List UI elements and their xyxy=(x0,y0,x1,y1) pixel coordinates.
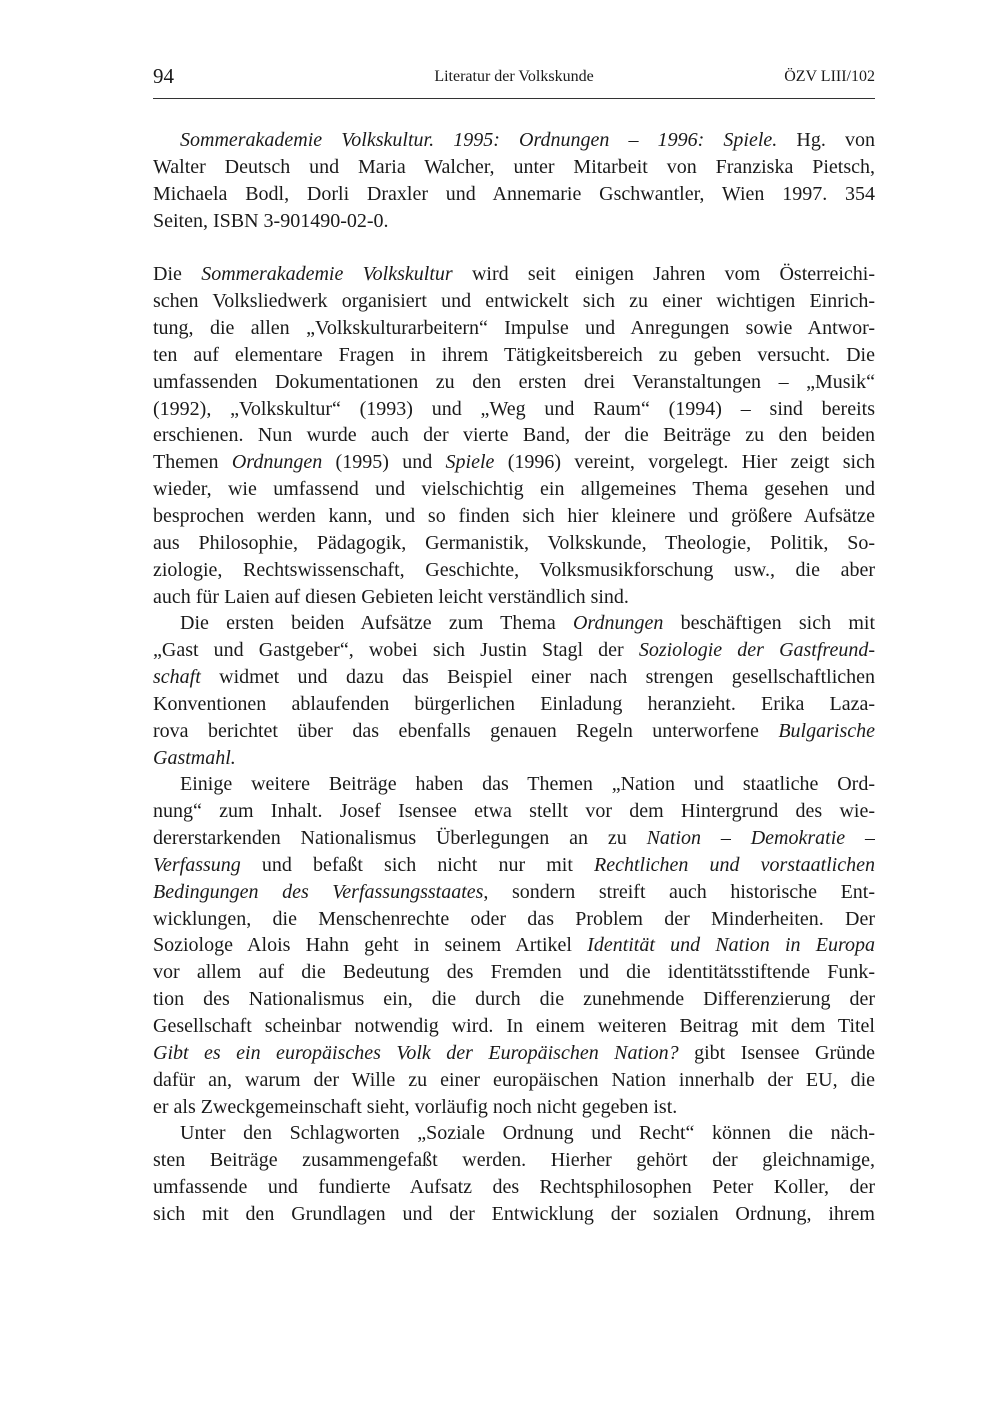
text-run: Hg. von xyxy=(777,129,875,151)
spacer xyxy=(153,234,875,261)
text-line xyxy=(153,852,875,879)
paragraph xyxy=(153,771,875,1120)
italic-title-run: Gibt es ein europäisches Volk der Europäischen Nation? xyxy=(153,1041,679,1064)
text-run: schen Volksliedwerk organisiert und entwickelt sich zu einer wichtigen Einrich- xyxy=(153,290,875,313)
text-run: Konventionen ablaufenden bürgerlichen Einladung heranzieht. Erika Laza- xyxy=(153,692,875,715)
text-line xyxy=(153,396,875,423)
text-run: vor allem auf die Bedeutung des Fremden und die identitätsstiftende Funk- xyxy=(153,961,875,984)
text-line xyxy=(153,637,875,664)
text-line xyxy=(153,342,875,369)
italic-title-run: Rechtlichen und vorstaatlichen xyxy=(593,853,875,876)
text-run: und befaßt sich nicht nur mit xyxy=(240,853,594,876)
text-run: (1992), „Volkskultur“ (1993) und „Weg und Raum“ (1994) – sind bereits xyxy=(153,397,875,420)
text-run: aus Philosophie, Pädagogik, Germanistik, Volkskunde, Theologie, Politik, So- xyxy=(153,531,875,554)
text-line xyxy=(153,906,875,933)
text-run: beschäftigen sich mit xyxy=(663,612,875,635)
italic-title-run: Bedingungen des Verfassungsstaates xyxy=(153,880,484,903)
text-line xyxy=(153,932,875,959)
text-line xyxy=(153,557,875,584)
text-line xyxy=(153,771,875,798)
text-run: widmet und dazu das Beispiel einer nach strengen gesellschaftlichen xyxy=(200,666,875,689)
text-line xyxy=(153,315,875,342)
text-line xyxy=(153,1013,875,1040)
text-run: Die ersten beiden Aufsätze zum Thema xyxy=(180,612,573,635)
text-run: (1995) und xyxy=(322,451,446,474)
bibliography-line xyxy=(153,127,875,154)
text-line xyxy=(153,959,875,986)
text-line xyxy=(153,825,875,852)
text-run: auch für Laien auf diesen Gebieten leicht verständlich sind. xyxy=(153,585,629,608)
review-body xyxy=(153,127,875,1228)
italic-title-run: Bulgarische xyxy=(778,719,875,742)
italic-title-run: Gastmahl. xyxy=(153,746,236,769)
text-line xyxy=(153,288,875,315)
italic-title-run: Sommerakademie Volkskultur xyxy=(201,263,453,286)
text-run: Gesellschaft scheinbar notwendig wird. In einem weiteren Beitrag mit dem Titel xyxy=(153,1015,875,1037)
text-run: wird seit einigen Jahren vom Österreichi- xyxy=(452,263,875,286)
text-run: Michaela Bodl, Dorli Draxler und Annemarie Gschwantler, Wien 1997. 354 xyxy=(153,182,875,205)
text-run: tion des Nationalismus ein, die durch die zunehmende Differenzierung der xyxy=(153,988,875,1011)
italic-title-run: Verfassung xyxy=(153,853,241,876)
text-run: „Gast und Gastgeber“, wobei sich Justin Stagl der xyxy=(153,639,639,662)
text-line xyxy=(153,798,875,825)
italic-title-run: Ordnungen xyxy=(231,451,323,474)
text-run: Die xyxy=(153,263,202,286)
review-text xyxy=(153,261,875,1227)
text-line xyxy=(153,261,875,288)
italic-title-run: Soziologie der Gastfreund- xyxy=(638,639,875,662)
italic-title-run: Nation – Demokratie – xyxy=(646,827,875,850)
text-line xyxy=(153,1147,875,1174)
text-line xyxy=(153,610,875,637)
text-run: rova berichtet über das ebenfalls genauen Regeln unterworfene xyxy=(153,719,779,742)
text-line xyxy=(153,691,875,718)
italic-title-run: Identität und Nation in Europa xyxy=(587,934,875,957)
text-run: sich mit den Grundlagen und der Entwicklung der sozialen Ordnung, ihrem xyxy=(153,1202,875,1225)
text-run: nung“ zum Inhalt. Josef Isensee etwa stellt vor dem Hintergrund des wie- xyxy=(153,800,875,823)
text-line xyxy=(153,449,875,476)
text-run: (1996) vereint, vorgelegt. Hier zeigt sich xyxy=(494,451,875,474)
text-line xyxy=(153,530,875,557)
text-run: , sondern streift auch historische Ent- xyxy=(483,880,875,903)
text-run: Seiten, ISBN 3-901490-02-0. xyxy=(153,209,389,232)
text-line xyxy=(153,718,875,745)
text-run: Walter Deutsch und Maria Walcher, unter Mitarbeit von Franziska Pietsch, xyxy=(153,155,875,178)
italic-title-run: Ordnungen xyxy=(572,612,664,635)
text-run: dererstarkenden Nationalismus Überlegungen an zu xyxy=(153,827,647,850)
text-line xyxy=(153,879,875,906)
italic-title-run: Sommerakademie Volkskultur. 1995: Ordnungen – 1996: Spiele. xyxy=(180,129,778,151)
bibliographic-entry xyxy=(153,127,875,234)
text-line xyxy=(153,584,875,611)
text-run: Soziologe Alois Hahn geht in seinem Artikel xyxy=(153,934,588,957)
text-line xyxy=(153,369,875,396)
paragraph xyxy=(153,261,875,610)
text-run: gibt Isensee Gründe xyxy=(678,1041,875,1064)
text-run: ten auf elementare Fragen in ihrem Tätigkeitsbereich zu geben versucht. Die xyxy=(153,343,875,366)
running-header xyxy=(153,64,875,94)
text-line xyxy=(153,503,875,530)
header-rule xyxy=(153,98,875,99)
text-line xyxy=(153,1201,875,1228)
text-run: er als Zweckgemeinschaft sieht, vorläufig noch nicht gegeben ist. xyxy=(153,1095,678,1118)
text-line xyxy=(153,1120,875,1147)
text-line xyxy=(153,1040,875,1067)
text-run: sten Beiträge zusammengefaßt werden. Hierher gehört der gleichnamige, xyxy=(153,1149,875,1172)
text-run: erschienen. Nun wurde auch der vierte Band, der die Beiträge zu den beiden xyxy=(153,424,875,447)
text-run: Unter den Schlagworten „Soziale Ordnung und Recht“ können die näch- xyxy=(180,1122,875,1145)
text-run: tung, die allen „Volkskulturarbeitern“ Impulse und Anregungen sowie Antwor- xyxy=(153,317,875,340)
text-line xyxy=(153,1067,875,1094)
text-run: umfassende und fundierte Aufsatz des Rechtsphilosophen Peter Koller, der xyxy=(153,1176,875,1199)
text-run: besprochen werden kann, und so finden sich hier kleinere und größere Aufsätze xyxy=(153,504,875,527)
text-run: wicklungen, die Menschenrechte oder das Problem der Minderheiten. Der xyxy=(153,907,875,930)
bibliography-line xyxy=(153,181,875,208)
bibliography-line xyxy=(153,154,875,181)
journal-reference: ÖZV LIII/102 xyxy=(784,68,875,85)
text-run: Themen xyxy=(153,451,232,474)
text-line xyxy=(153,745,875,772)
paragraph xyxy=(153,610,875,771)
page-number: 94 xyxy=(153,64,174,88)
text-run: Einige weitere Beiträge haben das Themen „Nation und staatliche Ord- xyxy=(180,773,875,796)
text-line xyxy=(153,476,875,503)
bibliography-line xyxy=(153,208,875,235)
paragraph xyxy=(153,1120,875,1227)
running-title: Literatur der Volkskunde xyxy=(434,68,594,85)
text-line xyxy=(153,1094,875,1121)
text-run: umfassenden Dokumentationen zu den ersten drei Veranstaltungen – „Musik“ xyxy=(153,370,875,393)
text-line xyxy=(153,422,875,449)
italic-title-run: schaft xyxy=(153,666,201,689)
text-run: wieder, wie umfassend und vielschichtig ein allgemeines Thema gesehen und xyxy=(153,478,875,501)
text-line xyxy=(153,1174,875,1201)
text-line xyxy=(153,986,875,1013)
text-run: dafür an, warum der Wille zu einer europäischen Nation innerhalb der EU, die xyxy=(153,1068,875,1091)
text-line xyxy=(153,664,875,691)
italic-title-run: Spiele xyxy=(445,451,495,474)
text-run: ziologie, Rechtswissenschaft, Geschichte, Volksmusikforschung usw., die aber xyxy=(153,558,875,581)
